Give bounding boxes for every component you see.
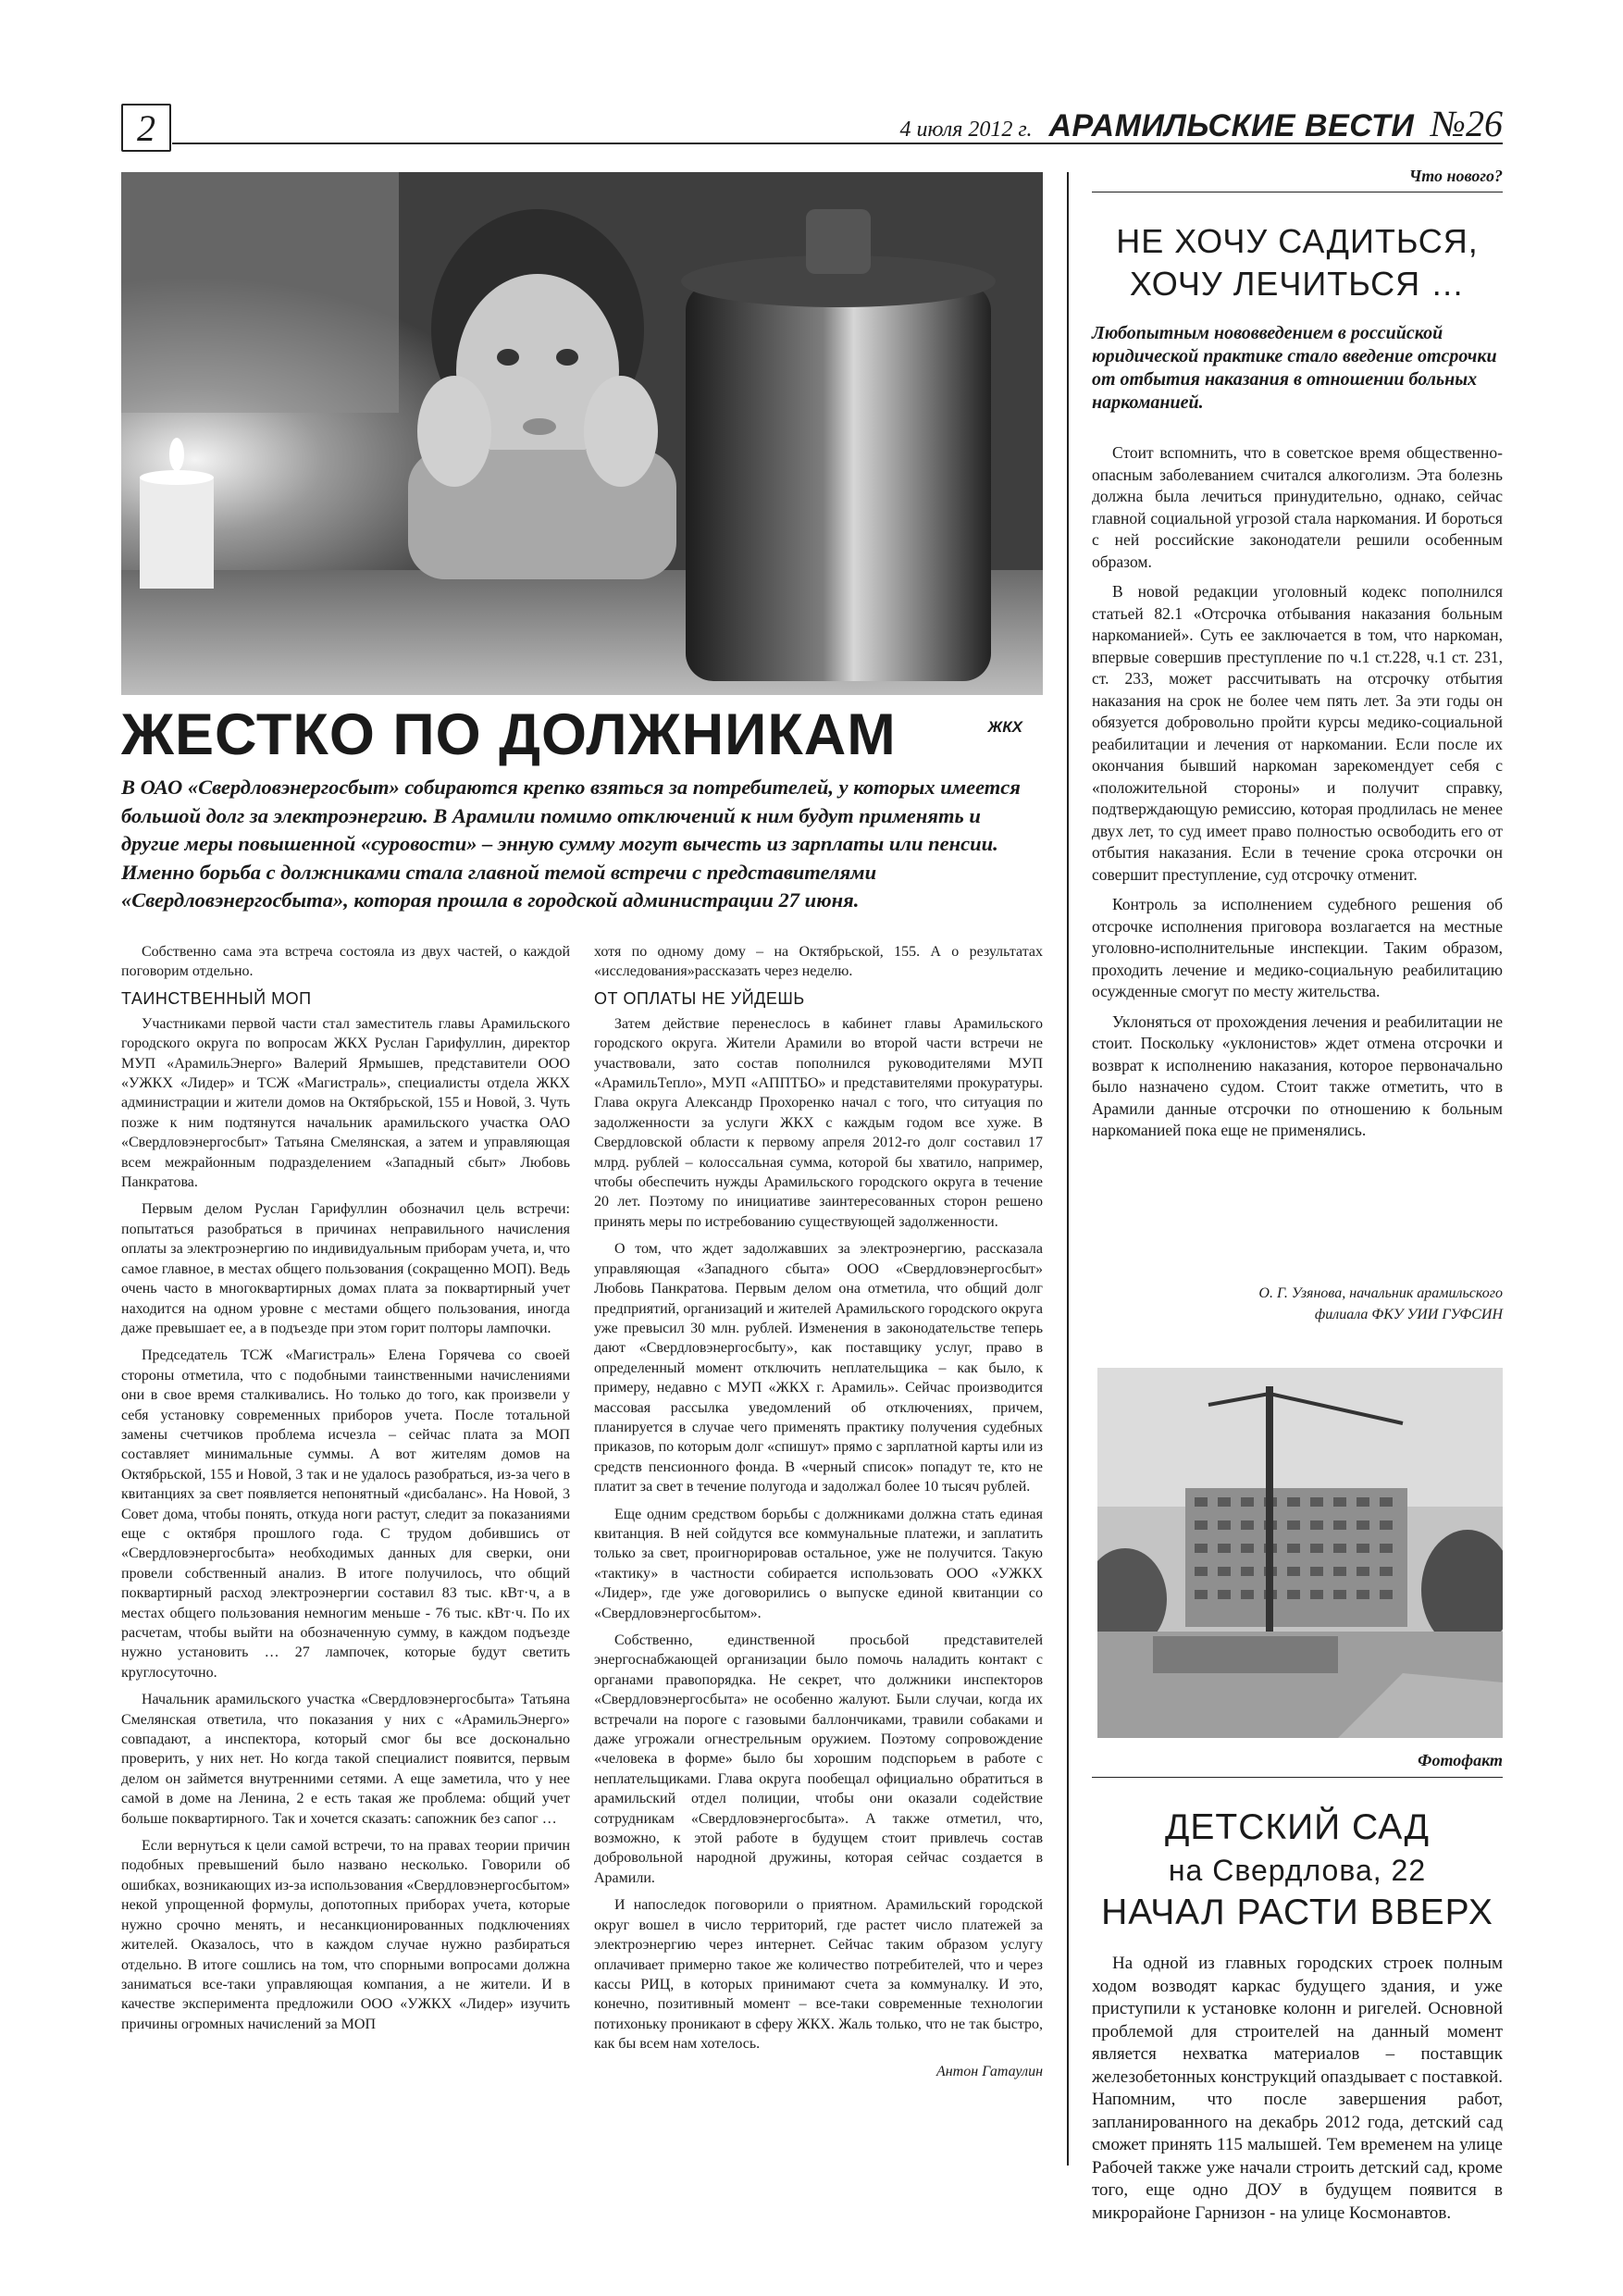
page-number: 2 — [121, 104, 171, 152]
article-paragraph: Уклоняться от прохождения лечения и реабилитации не стоит. Поскольку «уклонистов» ждет отмена отсрочки и возврат к исполнению наказания, которое первоначально было назначено судом. Стоит также отметить, что в Арамили данные отсрочки по отношению к больным наркоманией пока еще не применялись. — [1092, 1011, 1503, 1139]
main-rubric: ЖКХ — [987, 718, 1022, 736]
issue-number: №26 — [1431, 103, 1503, 144]
signature-line: филиала ФКУ УИИ ГУФСИН — [1314, 1307, 1503, 1322]
newspaper-title: АРАМИЛЬСКИЕ ВЕСТИ — [1048, 108, 1415, 143]
sidebar-headline-line: НЕ ХОЧУ САДИТЬСЯ, — [1116, 222, 1479, 260]
article-paragraph: Стоит вспомнить, что в советское время общественно-опасным заболеванием считался алкоголизм. Эта болезнь должна была лечиться принудительно, однако, сейчас главной социальной угрозой стала наркомания. И бороться с ней российские законодатели решили особенным образом. — [1092, 443, 1503, 571]
photo-kindergarten-construction — [1097, 1368, 1503, 1738]
subheading: ОТ ОПЛАТЫ НЕ УЙДЕШЬ — [594, 988, 805, 1008]
article-author: Антон Гатаулин — [935, 2063, 1043, 2079]
photofact-headline-line: ДЕТСКИЙ САД — [1164, 1807, 1431, 1847]
masthead — [899, 102, 1503, 145]
article-paragraph: Если вернуться к цели самой встречи, то на правах теории причин подобных превышений было названо несколько. Говорили об ошибках, возникающих из-за использования «Свердловэнергосбытом» некой упрощенной формулы, допотопных приборах учета, которые нужно срочно менять, и несанкционированных подключениях жителей. Оказалось, что в каждом случае нужно разбираться отдельно. В итоге сошлись на том, что спорными вопросами должна заниматься все-таки управляющая компания, а не жители. И в качестве эксперимента предложили ООО «УЖКХ «Лидер» изучить причины огромных начислений за МОП — [121, 1838, 570, 2032]
sidebar-lead: Любопытным нововведением в российской юридической практике стало введение отсрочки от отбытия наказания в отношении больных наркоманией. — [1092, 323, 1497, 413]
main-headline: ЖЕСТКО ПО ДОЛЖНИКАМ — [121, 702, 897, 767]
article-paragraph: Собственно сама эта встреча состояла из двух частей, о каждой поговорим отдельно. — [121, 944, 570, 980]
article-paragraph: Еще одним средством борьбы с должниками должна стать единая квитанция. В ней сойдутся все коммунальные платежи, и заплатить только за свет, проигнорировав остальное, уже не получится. Такую «тактику» в частности собирается использовать ООО «УЖКХ «Лидер», где уже договорились о выпуске единой квитанции со «Свердловэнергосбытом». — [594, 1506, 1043, 1621]
article-paragraph: Председатель ТСЖ «Магистраль» Елена Горячева со своей стороны отметила, что с подобными таинственными начислениями они в свое время сталкивались. Но только до того, как произвели у себя установку современных приборов учета. После тотальной замены счетчиков проблема исчезла – сейчас плата за МОП составляет минимальные суммы. А вот жителям домов на Октябрьской, 155 и Новой, 3 так и не удалось разобраться, из-за чего в квитанциях за свет появляется непонятный «дисбаланс». На Новой, 3 Совет дома, чтобы понять, откуда ноги растут, следит за показаниями еще с октября прошлого года. С трудом добившись от «Свердловэнергосбыта» необходимых данных для сверки, они провели собственный анализ. В итоге получилось, что общий поквартирный расход электроэнергии составил 83 тыс. кВт·ч, а в местах общего пользования немногим меньше - 76 тыс. кВт·ч. По их расчетам, чтобы выйти на обозначенную сумму, в каждом подъезде нужно установить … 27 лампочек, которые будут светить круглосуточно. — [121, 1347, 570, 1681]
issue-date: 4 июля 2012 г. — [899, 118, 1033, 142]
article-paragraph: Затем действие перенеслось в кабинет главы Арамильского городского округа. Жители Арамили во второй части встречи не участвовали, зато состав пополнился руководителями МУП «АрамильТепло», МУП «АППТБО» и представителями прокуратуры. Глава округа Александр Прохоренко начал с того, что ситуация по задолженности за услуги ЖКХ с каждым годом все хуже. В Свердловской области к первому апреля 2012-го долг составил 17 млрд. рублей – колоссальная сумма, которой бы хватило, например, чтобы обеспечить нужды Арамильского городского округа в течение 20 лет. Поэтому по инициативе заинтересованных сторон решено принять меры по истребованию существующей задолженности. — [594, 1015, 1043, 1230]
photo-girl-illustration — [121, 172, 1043, 695]
section-rule — [1092, 1777, 1503, 1778]
column-separator — [1067, 172, 1069, 2166]
article-paragraph: Начальник арамильского участка «Свердловэнергосбыта» Татьяна Смелянская ответила, что показания у них с «АрамильЭнерго» совпадают, а инспектора, который смог бы все досконально проверить, у них нет. Но когда такой специалист появится, первым делом он займется внутренними сетями. А еще заметила, что у нее самой в доме на Ленина, 2 е есть такая же проблема: общий учет больше поквартирного. Так и хочется сказать: сапожник без сапог … — [121, 1692, 570, 1827]
article-paragraph: хотя по одному дому – на Октябрьской, 155. А о результатах «исследования»рассказать через неделю. — [594, 944, 1043, 980]
main-column-2 — [594, 942, 1043, 2166]
article-paragraph: На одной из главных городских строек полным ходом возводят каркас будущего здания, и уже приступили к установке колонн и ригелей. Основной проблемой для строителей на данный момент является нехватка материалов – поставщик железобетонных конструкций опаздывает с поставкой. Напомним, что после завершения работ, запланированного на декабрь 2012 года, детский сад сможет принять 115 малышей. Тем временем на улице Рабочей также уже начали строить детский сад, кроме того, еще одно ДОУ в будущем появится в микрорайоне Гарнизон - на улице Космонавтов. — [1092, 1954, 1503, 2223]
photofact-headline — [1092, 1805, 1503, 1936]
photo-girl-with-candle — [121, 172, 1043, 695]
article-paragraph: Первым делом Руслан Гарифуллин обозначил цель встречи: попытаться разобраться в причинах неправильного начисления оплаты за электроэнергию по индивидуальным приборам учета, и, что самое главное, в местах общего пользования (сокращенно МОП). Ведь очень часто в многоквартирных домах плата за поквартирный учет находится на одном уровне с местами общего пользования, иногда даже превышает ее, а в подъезде при этом горит полторы лампочки. — [121, 1201, 570, 1336]
article-paragraph: И напоследок поговорили о приятном. Арамильский городской округ вошел в число территорий, где растет число платежей за электроэнергию через интернет. Сейчас таким образом услугу оплачивает примерно такое же количество потребителей, что и через кассы РИЦ, в которых принимают счета за коммуналку. И это, конечно, позитивный момент – все-таки современные технологии потихоньку проникают в сферу ЖКХ. Жаль только, что не так быстро, как бы всем нам хотелось. — [594, 1897, 1043, 2053]
article-paragraph: О том, что ждет задолжавших за электроэнергию, рассказала управляющая «Западного сбыта» ООО «Свердловэнергосбыт» Любовь Панкратова. Первым делом она отметила, что общий долг предприятий, организаций и жителей Арамильского городского округа уже превысил 30 млн. рублей. Изменения в законодательстве теперь дают «Свердловэнергосбыту», как поставщику услуг, право в определенный момент отключить неплательщика – как было, к примеру, недавно с МУП «ЖКХ г. Арамиль». Сейчас производится массовая рассылка уведомлений об отключениях, причем, планируется в случае чего применять практику получения судебных приказов, по которым долг «спишут» прямо с зарплатной карты или из средств пенсионного фонда. В «черный список» попадут те, кто не платит за свет в течение полугода и задолжал более 10 тысяч рублей. — [594, 1241, 1043, 1496]
section-tag-photofact: Фотофакт — [1418, 1751, 1503, 1769]
subheading: ТАИНСТВЕННЫЙ МОП — [121, 988, 312, 1008]
sidebar-signature — [1092, 1283, 1503, 1325]
section-tag-news: Что нового? — [1408, 167, 1503, 185]
photofact-headline-line: на Свердлова, 22 — [1168, 1854, 1427, 1887]
article-paragraph: В новой редакции уголовный кодекс пополнился статьей 82.1 «Отсрочка отбывания наказания больным наркоманией». Суть ее заключается в том, что наркоман, впервые совершив преступление по ч.1 ст.228, ч.1 ст. 231, ст. 233, может рассчитывать на отсрочку отбытия наказания на срок не более чем пять лет. За эти годы он обязуется добровольно пройти курсы медико-социальной реабилитации и лечения от наркомании. Если после их окончания бывший наркоман зарекомендует себя с «положительной стороны» и получит справку, подтверждающую ремиссию, которая продлилась не менее двух лет, то суд имеет право полностью освободить его от отбытия наказания. Если в течение срока отсрочки он совершит преступление, суд отсрочку отменит. — [1092, 582, 1503, 884]
main-article-body — [121, 942, 1043, 2166]
photofact-body — [1092, 1953, 1503, 2225]
sidebar-headline-line: ХОЧУ ЛЕЧИТЬСЯ … — [1129, 265, 1466, 303]
signature-line: О. Г. Узянова, начальник арамильского — [1258, 1285, 1503, 1301]
article-paragraph: Участниками первой части стал заместитель главы Арамильского городского округа по вопросам ЖКХ Руслан Гарифуллин, директор МУП «АрамильЭнерго» Валерий Ярмышев, представители ООО «УЖКХ «Лидер» и ТСЖ «Магистраль», специалисты отдела ЖКХ администрации и жители домов на Октябрьской, 155 и Новой, 3. Чуть позже к ним подтянутся начальник арамильского участка ОАО «Свердловэнергосбыт» Татьяна Смелянская, а затем и управляющая всем межрайонным подразделением «Западный сбыт» Любовь Панкратова. — [121, 1015, 570, 1191]
main-lead: В ОАО «Свердловэнергосбыт» собираются крепко взяться за потребителей, у которых имеется большой долг за электроэнергию. В Арамили помимо отключений к ним будут применять и другие меры повышенной «суровости» – энную сумму могут вычесть из зарплаты или пенсии. Именно борьба с должниками стала главной темой встречи с представителями «Свердловэнергосбыта», которая прошла в городской администрации 27 июня. — [121, 776, 1021, 912]
photo-construction-illustration — [1097, 1368, 1503, 1738]
main-column-1 — [121, 942, 570, 2166]
article-paragraph: Контроль за исполнением судебного решения об отсрочке исполнения приговора возлагается на местные уголовно-исполнительные инспекции. Таким образом, проходить лечение и медико-социальную реабилитацию осужденные смогут по месту жительства. — [1092, 895, 1503, 1000]
sidebar-body — [1092, 442, 1503, 1150]
article-paragraph: Собственно, единственной просьбой представителей энергоснабжающей организации было помочь наладить контакт с органами правопорядка. Не секрет, что должники инспекторов «Свердловэнергосбыта» не особенно жалуют. Были случаи, когда их встречали на пороге с газовыми баллончиками, травили собаками и даже угрожали огнестрельным оружием. Поэтому сопровождение «человека в форме» было бы хорошим подспорьем в работе с неплательщиками. Глава округа пообещал официально обратиться в арамильский отдел полиции, чтобы они оказали содействие сотрудникам «Свердловэнергосбыта». А также отметил, что, возможно, к этой работе в будущем стоит привлечь состав добровольной народной дружины, которая сейчас создается в Арамили. — [594, 1632, 1043, 1886]
photofact-headline-line: НАЧАЛ РАСТИ ВВЕРХ — [1101, 1893, 1493, 1932]
sidebar-headline — [1092, 220, 1503, 305]
